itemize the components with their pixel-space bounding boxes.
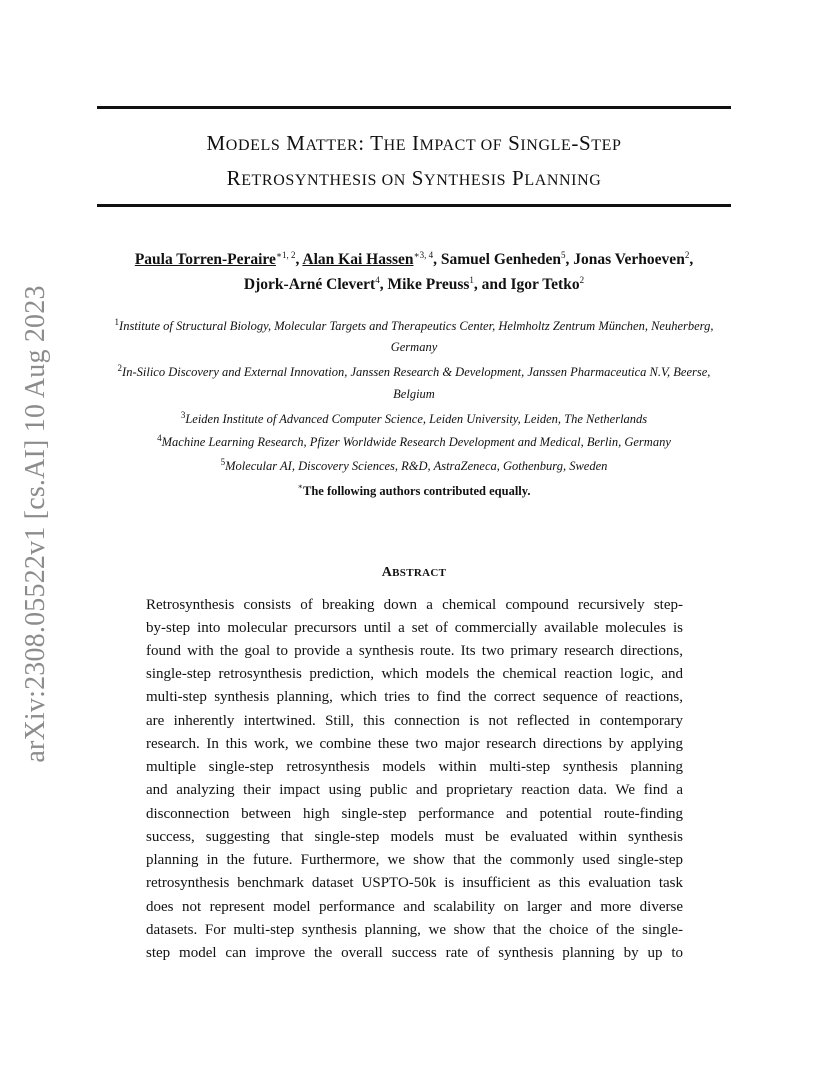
abstract-line: retrosynthesis benchmark dataset USPTO-50k is insufficient as this evaluation task	[146, 875, 683, 891]
title-rule-bottom	[97, 204, 731, 207]
title-rule-top	[97, 106, 731, 109]
abstract-line: by-step into molecular precursors until a set of commercially available molecules is	[146, 620, 683, 636]
author-affil-marks: 4	[375, 275, 380, 285]
abstract-line: planning in the future. Furthermore, we show that the commonly used single-step	[146, 852, 683, 868]
abstract-line: are inherently intertwined. Still, this connection is not reflected in contemporary	[146, 713, 683, 729]
paper-title-line-2: RETROSYNTHESIS ON SYNTHESIS PLANNING	[226, 166, 602, 190]
abstract-line: single-step retrosynthesis prediction, which models the chemical reaction logic, and	[146, 666, 683, 682]
abstract-line: does not represent model performance and scalability on larger and more diverse	[146, 899, 683, 915]
abstract-line: success, suggesting that single-step models must be evaluated within synthesis	[146, 829, 683, 845]
author-name[interactable]: Alan Kai Hassen	[302, 251, 414, 268]
abstract-line: research. In this work, we combine these two major research directions by applying	[146, 736, 683, 752]
author-name: Djork-Arné Clevert	[243, 276, 376, 293]
author-list-line-1: Paula Torren-Peraire$^{∗1, 2}$, Alan Kai Hassen$^{∗3, 4}$, Samuel Genheden$^5$, Jonas Verhoeven$^2$,	[134, 250, 694, 268]
arxiv-id-text: arXiv:2308.05522v1 [cs.AI] 10 Aug 2023	[20, 285, 51, 763]
affiliation-2: $^2$In-Silico Discovery and External Innovation, Janssen Research & Development, Janssen Pharmaceutica N.V, Beerse,	[117, 363, 711, 379]
abstract-heading: ABSTRACT	[381, 565, 447, 580]
abstract-line: datasets. For multi-step synthesis planning, we show that the choice of the single-	[146, 922, 683, 938]
author-name: Igor Tetko	[510, 276, 580, 293]
author-list-line-2: Djork-Arné Clevert$^4$, Mike Preuss$^1$, and Igor Tetko$^2$	[243, 275, 585, 293]
author-affil-marks: ∗3, 4	[413, 250, 434, 260]
affiliation-3: $^3$Leiden Institute of Advanced Computer Science, Leiden University, Leiden, The Netherlands	[180, 410, 648, 426]
author-affil-marks: 2	[579, 275, 585, 285]
abstract-line: multiple single-step retrosynthesis models within multi-step synthesis planning	[146, 759, 683, 775]
abstract-line: found with the goal to provide a synthesis route. Its two primary research directions,	[146, 643, 683, 659]
abstract-line: step model can improve the overall success rate of synthesis planning by up to	[146, 945, 683, 961]
author-affil-marks: 2	[684, 250, 690, 260]
abstract-line: disconnection between high single-step performance and potential route-finding	[146, 806, 683, 822]
author-name: Samuel Genheden	[440, 251, 562, 268]
affiliation-4: $^4$Machine Learning Research, Pfizer Worldwide Research Development and Medical, Berlin, Germany	[157, 433, 671, 449]
author-affil-marks: 5	[561, 250, 566, 260]
author-name: Jonas Verhoeven	[573, 251, 685, 268]
author-affil-marks: 1	[469, 275, 474, 285]
affiliation-2-cont: Belgium	[393, 387, 435, 401]
author-affil-marks: ∗1, 2	[275, 250, 296, 260]
abstract-line: Retrosynthesis consists of breaking down a chemical compound recursively step-	[146, 597, 683, 613]
affiliation-1-cont: Germany	[390, 340, 438, 354]
author-name: Mike Preuss	[387, 276, 470, 293]
affiliation-1: $^1$Institute of Structural Biology, Molecular Targets and Therapeutics Center, Helmholtz Zentrum München, Neuherberg,	[114, 317, 714, 333]
equal-contribution-note: ∗The following authors contributed equally.	[297, 482, 531, 498]
abstract-line: and analyzing their impact using public and proprietary reaction data. We find a	[146, 782, 683, 798]
author-name[interactable]: Paula Torren-Peraire	[134, 251, 276, 268]
paper-title-line-1: MODELS MATTER: THE IMPACT OF SINGLE-STEP	[206, 131, 622, 155]
abstract-line: multi-step synthesis planning, which tries to find the correct sequence of reactions,	[146, 689, 683, 705]
affiliation-5: $^5$Molecular AI, Discovery Sciences, R&D, AstraZeneca, Gothenburg, Sweden	[220, 457, 608, 473]
